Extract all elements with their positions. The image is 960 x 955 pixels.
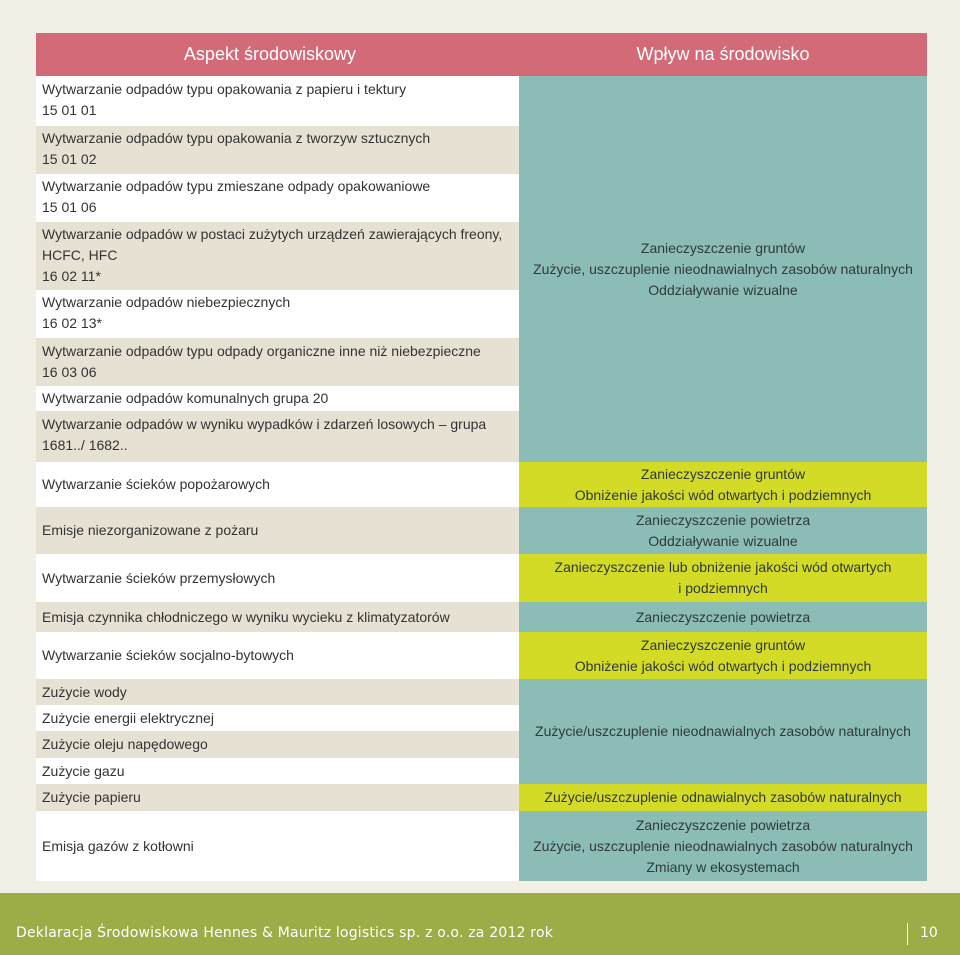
impact-cell-9: [519, 811, 927, 881]
impact-line: Obniżenie jakości wód otwartych i podziemnych: [574, 486, 872, 503]
footer-title: Deklaracja Środowiskowa Hennes & Mauritz logistics sp. z o.o. za 2012 rok: [16, 925, 554, 941]
aspect-code: 1681../ 1682..: [42, 437, 128, 453]
aspect-row-5: [36, 290, 519, 338]
aspect-code: 16 02 11*: [42, 268, 101, 284]
impact-line: Zużycie/uszczuplenie nieodnawialnych zasobów naturalnych: [535, 723, 911, 739]
header-right-label: Wpływ na środowisko: [636, 44, 810, 64]
aspect-code: 16 03 06: [42, 364, 97, 380]
aspect-row-3: [36, 174, 519, 222]
impact-cell-6: [519, 632, 927, 679]
aspect-text: Emisja czynnika chłodniczego w wyniku wycieku z klimatyzatorów: [42, 608, 450, 625]
impact-line: Oddziaływanie wizualne: [648, 281, 798, 298]
aspect-text: Wytwarzanie odpadów niebezpiecznych: [42, 294, 291, 310]
aspect-row-13: [36, 632, 519, 679]
impact-line: Zanieczyszczenie lub obniżenie jakości wód otwartych: [554, 559, 892, 575]
aspect-text: Emisja gazów z kotłowni: [42, 837, 194, 854]
aspect-row-16: [36, 731, 519, 758]
page-number: 10: [920, 925, 938, 941]
impact-line: Zanieczyszczenie gruntów: [640, 239, 806, 256]
impact-line: Zanieczyszczenie powietrza: [635, 816, 811, 833]
impact-cell-3: [519, 507, 927, 554]
aspect-text: Wytwarzanie odpadów w wyniku wypadków i zdarzeń losowych – grupa: [42, 416, 487, 432]
aspect-row-7: [36, 386, 519, 411]
impact-line: Zanieczyszczenie powietrza: [635, 511, 811, 528]
aspect-row-18: [36, 784, 519, 811]
aspect-text: Wytwarzanie ścieków socjalno-bytowych: [42, 647, 294, 663]
impact-line: i podziemnych: [678, 580, 768, 596]
aspect-text: Emisje niezorganizowane z pożaru: [42, 522, 259, 538]
aspect-text: Wytwarzanie ścieków popożarowych: [42, 476, 270, 492]
aspect-row-15: [36, 705, 519, 731]
impact-cell-8: [519, 784, 927, 811]
aspect-code: 16 02 13*: [42, 315, 102, 331]
impact-line: Zanieczyszczenie gruntów: [640, 465, 806, 482]
aspect-row-19: [36, 811, 519, 881]
impact-line: Zanieczyszczenie gruntów: [640, 636, 806, 653]
aspect-row-1: [36, 76, 519, 126]
aspect-text: Wytwarzanie odpadów typu opakowania z tworzyw sztucznych: [42, 130, 431, 146]
aspect-text: Wytwarzanie ścieków przemysłowych: [42, 569, 276, 586]
aspect-text: Zużycie energii elektrycznej: [42, 709, 214, 726]
header-right: [519, 33, 927, 76]
impact-line: Oddziaływanie wizualne: [648, 532, 798, 549]
impact-line: Zanieczyszczenie powietrza: [635, 608, 811, 625]
header-left-label: Aspekt środowiskowy: [183, 44, 356, 64]
aspect-row-9: [36, 462, 519, 507]
aspect-code: 15 01 01: [42, 102, 97, 118]
impact-cell-7: [519, 679, 927, 784]
aspect-text: Wytwarzanie odpadów typu odpady organiczne inne niż niebezpieczne: [42, 343, 481, 359]
header-left: [36, 33, 519, 76]
aspect-row-6: [36, 338, 519, 386]
aspect-text: Zużycie oleju napędowego: [42, 736, 208, 752]
impact-line: Zmiany w ekosystemach: [646, 858, 800, 875]
footer-divider: [907, 923, 908, 945]
aspect-row-14: [36, 679, 519, 705]
aspect-row-4: [36, 222, 519, 290]
aspect-text: Wytwarzanie odpadów typu zmieszane odpady opakowaniowe: [42, 178, 431, 194]
aspect-code: 15 01 06: [42, 199, 97, 215]
impact-line: Zużycie, uszczuplenie nieodnawialnych zasobów naturalnych: [533, 837, 913, 854]
impact-cell-4: [519, 554, 927, 602]
aspect-row-10: [36, 507, 519, 554]
aspect-row-12: [36, 602, 519, 632]
impact-cell-2: [519, 462, 927, 507]
impact-cell-5: [519, 602, 927, 632]
aspect-text: Wytwarzanie odpadów komunalnych grupa 20: [42, 390, 329, 406]
aspect-code: 15 01 02: [42, 151, 97, 167]
aspect-text: Wytwarzanie odpadów typu opakowania z papieru i tektury: [42, 81, 407, 97]
impact-line: Zużycie/uszczuplenie odnawialnych zasobów naturalnych: [544, 789, 902, 805]
page-footer: [0, 893, 960, 955]
aspect-text: Zużycie gazu: [42, 762, 125, 779]
aspect-row-8: [36, 411, 519, 462]
impact-cell-1: [519, 76, 927, 462]
aspect-row-2: [36, 126, 519, 174]
impact-line: Obniżenie jakości wód otwartych i podziemnych: [574, 657, 872, 674]
aspect-text: Wytwarzanie odpadów w postaci zużytych urządzeń zawierających freony,: [42, 226, 503, 242]
aspect-row-17: [36, 758, 519, 784]
impact-line: Zużycie, uszczuplenie nieodnawialnych zasobów naturalnych: [533, 260, 913, 277]
aspect-text: Zużycie papieru: [42, 789, 141, 805]
aspect-text: Zużycie wody: [42, 683, 127, 700]
aspect-text-cont: HCFC, HFC: [42, 247, 118, 263]
aspect-row-11: [36, 554, 519, 602]
